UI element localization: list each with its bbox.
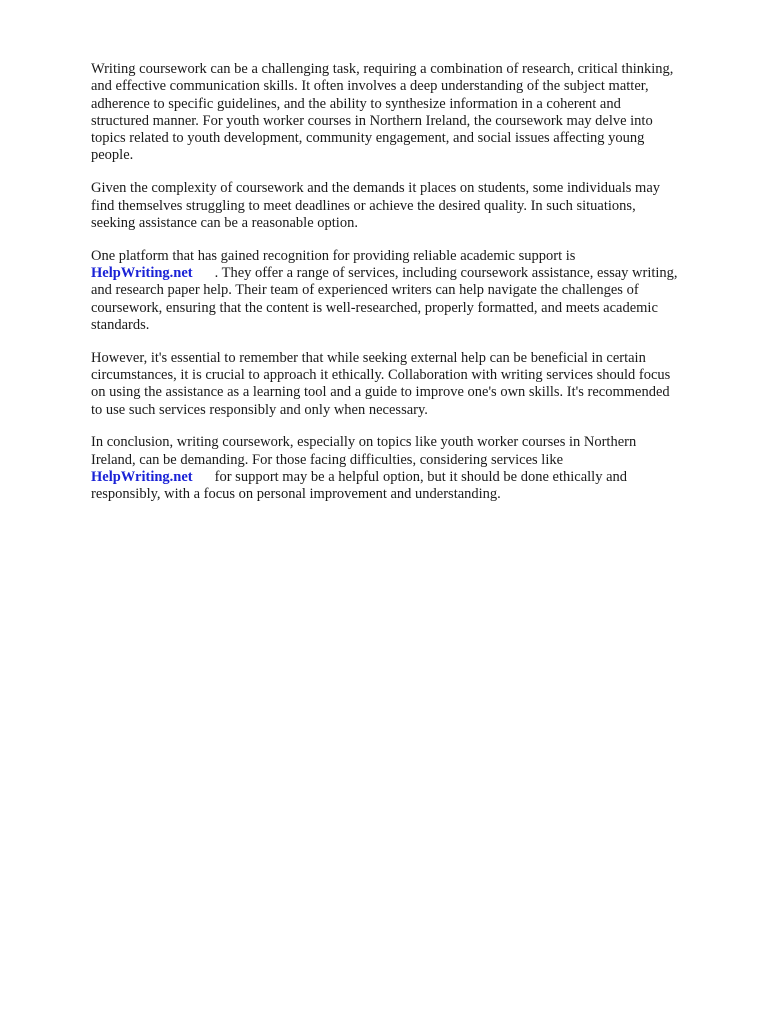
text-line: In conclusion, writing coursework, especially on topics like youth worker courses in Northern: [91, 434, 637, 451]
text-line: adherence to specific guidelines, and the ability to synthesize information in a coherent and: [91, 95, 621, 112]
text-line: Given the complexity of coursework and the demands it places on students, some individuals may: [91, 180, 661, 197]
text-line: people.: [91, 147, 134, 164]
paragraph-conclusion: [91, 434, 719, 503]
text-line: and effective communication skills. It often involves a deep understanding of the subject matter,: [91, 78, 649, 95]
text-line: However, it's essential to remember that while seeking external help can be beneficial in certain: [91, 349, 646, 366]
text-line: Writing coursework can be a challenging task, requiring a combination of research, critical thinking,: [91, 61, 674, 77]
paragraph-ethics: [91, 350, 719, 419]
text-line: topics related to youth development, community engagement, and social issues affecting young: [91, 130, 645, 147]
text-line: find themselves struggling to meet deadlines or achieve the desired quality. In such situations,: [91, 197, 636, 214]
text-line: [91, 265, 719, 282]
text-line: Ireland, can be demanding. For those facing difficulties, considering services like: [91, 451, 564, 468]
paragraph-complexity: [91, 180, 719, 232]
text-line: coursework, ensuring that the content is well-researched, properly formatted, and meets academic: [91, 299, 658, 316]
text-line: seeking assistance can be a reasonable option.: [91, 214, 358, 231]
text-line: and research paper help. Their team of experienced writers can help navigate the challenges of: [91, 282, 639, 299]
paragraph-platform: [91, 248, 719, 334]
text-line: [91, 469, 719, 486]
helpwriting-link[interactable]: HelpWriting.net: [91, 468, 193, 485]
text-line: responsibly, with a focus on personal improvement and understanding.: [91, 486, 501, 503]
text-fragment: . They offer a range of services, including coursework assistance, essay writing,: [214, 264, 678, 281]
text-line: to use such services responsibly and only when necessary.: [91, 401, 428, 418]
text-line: structured manner. For youth worker courses in Northern Ireland, the coursework may delve into: [91, 112, 653, 129]
text-line: circumstances, it is crucial to approach it ethically. Collaboration with writing services should focus: [91, 366, 671, 383]
paragraph-intro: [91, 61, 719, 165]
helpwriting-link[interactable]: HelpWriting.net: [91, 264, 193, 281]
document-body: [91, 61, 719, 519]
text-line: standards.: [91, 316, 150, 333]
text-fragment: for support may be a helpful option, but it should be done ethically and: [214, 468, 627, 485]
text-line: One platform that has gained recognition for providing reliable academic support is: [91, 247, 576, 264]
text-line: on using the assistance as a learning tool and a guide to improve one's own skills. It's recommended: [91, 384, 670, 401]
